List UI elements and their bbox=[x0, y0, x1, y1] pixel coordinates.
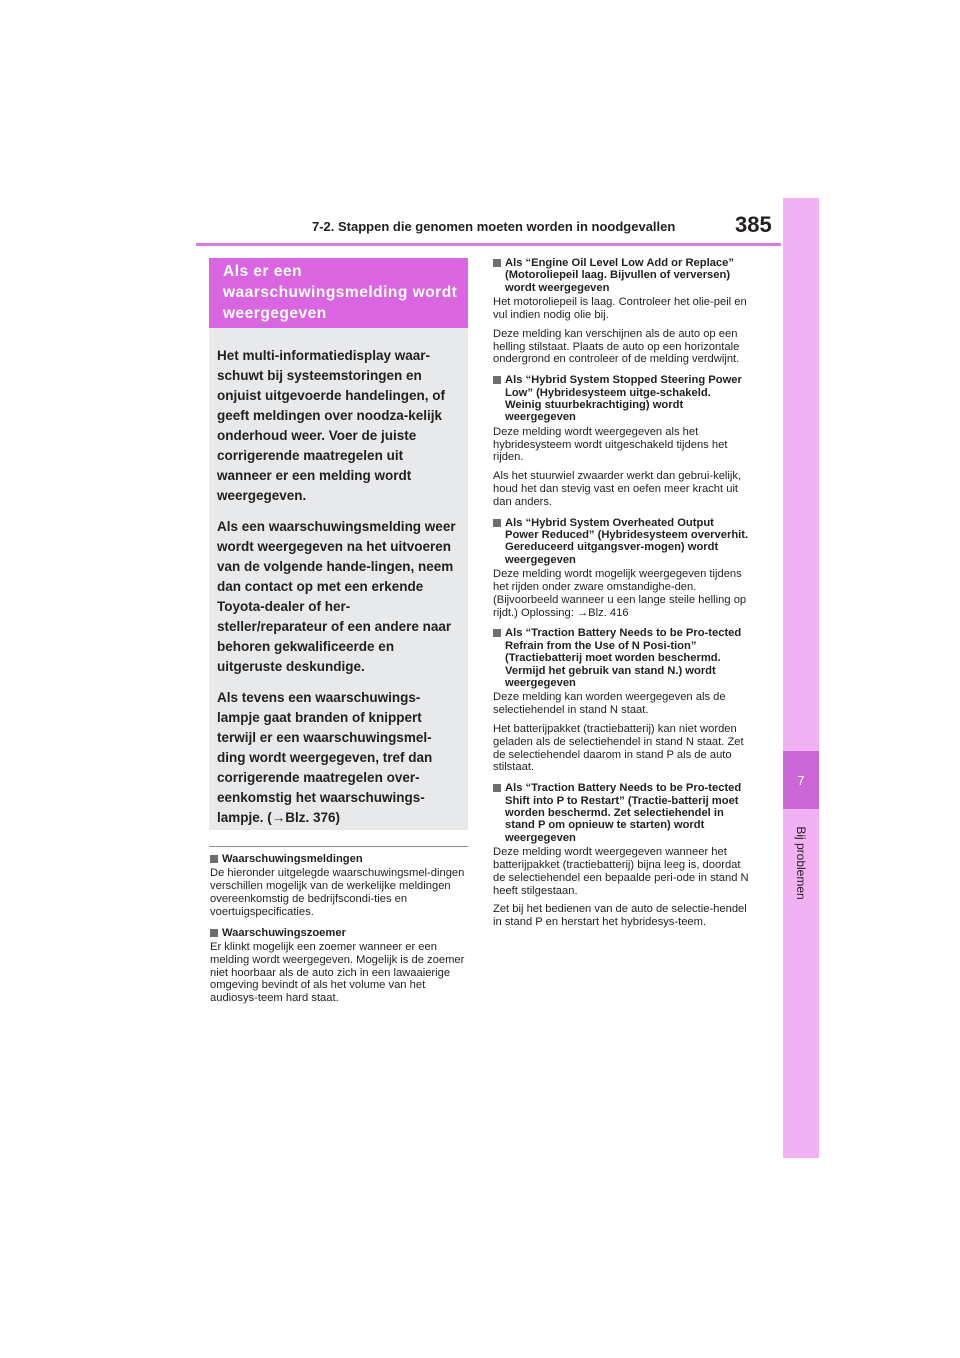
section-paragraph: Het motoroliepeil is laag. Controleer het olie-peil en vul indien nodig olie bij. bbox=[493, 296, 747, 322]
section-block bbox=[493, 627, 750, 774]
section-paragraph: De hieronder uitgelegde waarschuwingsmel-dingen verschillen mogelijk van de werkelijke meldingen overeenkomstig de bedrijfscondi-ties en voertuigspecificaties. bbox=[210, 867, 465, 918]
intro-title-box bbox=[209, 258, 468, 328]
left-column bbox=[210, 853, 468, 1005]
section-heading-text: Waarschuwingszoemer bbox=[222, 926, 346, 939]
section-paragraph: Er klinkt mogelijk een zoemer wanneer er een melding wordt weergegeven. Mogelijk is de zoemer niet hoorbaar als de auto zich in een lawaaierige omgeving bevindt of als het volume van het audiosys-teem hard staat. bbox=[210, 941, 465, 1005]
section-block bbox=[210, 853, 468, 919]
section-paragraph: Deze melding kan worden weergegeven als de selectiehendel in stand N staat. bbox=[493, 691, 726, 717]
section-block bbox=[493, 517, 750, 620]
section-paragraph: Het batterijpakket (tractiebatterij) kan niet worden geladen als de selectiehendel in stand N staat. Zet de selectiehendel daarom in stand P als de auto stilstaat. bbox=[493, 723, 744, 774]
section-heading bbox=[493, 782, 750, 844]
chapter-number-tab bbox=[783, 751, 819, 809]
section-paragraph: Zet bij het bedienen van de auto de selectie-hendel in stand P en herstart het hybridesys-teem. bbox=[493, 903, 747, 929]
intro-title: Als er een waarschuwingsmelding wordt weergegeven bbox=[223, 263, 458, 322]
square-bullet-icon bbox=[493, 784, 501, 792]
section-heading bbox=[210, 853, 468, 865]
square-bullet-icon bbox=[210, 929, 218, 937]
section-heading-text: Als “Traction Battery Needs to be Pro-tected Refrain from the Use of N Posi-tion” (Tractiebatterij moet worden beschermd. Vermijd het gebruik van stand N.) wordt weergegeven bbox=[505, 627, 742, 690]
intro-paragraph: Als tevens een waarschuwings-lampje gaat branden of knippert terwijl er een waarschuwingsmel-ding wordt weergegeven, tref dan corrigerende maatregelen over-eenkomstig het waarschuwings-lampje. (→Blz. 376) bbox=[217, 690, 433, 825]
section-heading bbox=[493, 374, 750, 424]
header-rule bbox=[196, 243, 781, 246]
square-bullet-icon bbox=[493, 376, 501, 384]
chapter-label: Bij problemen bbox=[794, 826, 808, 900]
section-heading-text: Als “Traction Battery Needs to be Pro-tected Shift into P to Restart” (Tractie-batterij moet worden beschermd. Zet selectiehendel in stand P om opnieuw te starten) wordt weergegeven bbox=[505, 782, 742, 844]
section-paragraph: Deze melding kan verschijnen als de auto op een helling stilstaat. Plaats de auto op een horizontale ondergrond en controleer of de melding verdwijnt. bbox=[493, 327, 740, 366]
section-heading bbox=[210, 927, 468, 939]
square-bullet-icon bbox=[493, 259, 501, 267]
section-heading bbox=[493, 627, 750, 689]
chapter-number: 7 bbox=[797, 773, 805, 788]
intro-paragraph: Als een waarschuwingsmelding weer wordt weergegeven na het uitvoeren van de volgende hande-lingen, neem dan contact op met een erkende Toyota-dealer of her-steller/reparateur of een andere naar behoren gekwalificeerde en uitgeruste deskundige. bbox=[217, 519, 456, 674]
section-block bbox=[493, 257, 750, 366]
section-paragraph: Als het stuurwiel zwaarder werkt dan gebrui-kelijk, houd het dan stevig vast en oefen meer kracht uit dan anders. bbox=[493, 470, 742, 508]
intro-summary-box bbox=[209, 328, 468, 830]
section-paragraph: Deze melding wordt weergegeven als het hybridesysteem wordt uitgeschakeld tijdens het rijden. bbox=[493, 425, 728, 464]
chapter-side-tab bbox=[783, 198, 819, 1158]
square-bullet-icon bbox=[493, 629, 501, 637]
section-block bbox=[493, 782, 750, 929]
intro-paragraph: Het multi-informatiedisplay waar-schuwt bij systeemstoringen en onjuist uitgevoerde handelingen, of geeft meldingen over noodza-kelijk onderhoud weer. Voer de juiste corrigerende maatregelen uit wanneer er een melding wordt weergegeven. bbox=[217, 348, 446, 503]
section-paragraph: Deze melding wordt mogelijk weergegeven tijdens het rijden onder zware omstandighe-den. (Bijvoorbeeld wanneer u een lange steile helling op rijdt.) Oplossing: →Blz. 416 bbox=[493, 568, 747, 619]
section-block bbox=[210, 927, 468, 1005]
section-heading-text: Als “Hybrid System Stopped Steering Power Low” (Hybridesysteem uitge-schakeld. Weinig stuurbekrachtiging) wordt weergegeven bbox=[505, 374, 742, 424]
square-bullet-icon bbox=[493, 519, 501, 527]
section-heading bbox=[493, 517, 750, 567]
square-bullet-icon bbox=[210, 855, 218, 863]
page-number: 385 bbox=[735, 212, 772, 237]
section-title: 7-2. Stappen die genomen moeten worden in noodgevallen bbox=[312, 219, 676, 234]
section-paragraph: Deze melding wordt weergegeven wanneer het batterijpakket (tractiebatterij) bijna leeg is, doordat de selectiehendel een bepaalde peri-ode in stand N heeft stilgestaan. bbox=[493, 846, 749, 897]
right-column bbox=[493, 257, 750, 929]
section-heading-text: Als “Engine Oil Level Low Add or Replace” (Motoroliepeil laag. Bijvullen of verversen) wordt weergegeven bbox=[505, 257, 734, 294]
section-block bbox=[493, 374, 750, 508]
section-heading bbox=[493, 257, 750, 294]
section-heading-text: Waarschuwingsmeldingen bbox=[222, 853, 363, 865]
separator-line bbox=[209, 846, 468, 847]
section-heading-text: Als “Hybrid System Overheated Output Power Reduced” (Hybridesysteem oververhit. Gereduceerd uitgangsver-mogen) wordt weergegeven bbox=[505, 516, 749, 566]
